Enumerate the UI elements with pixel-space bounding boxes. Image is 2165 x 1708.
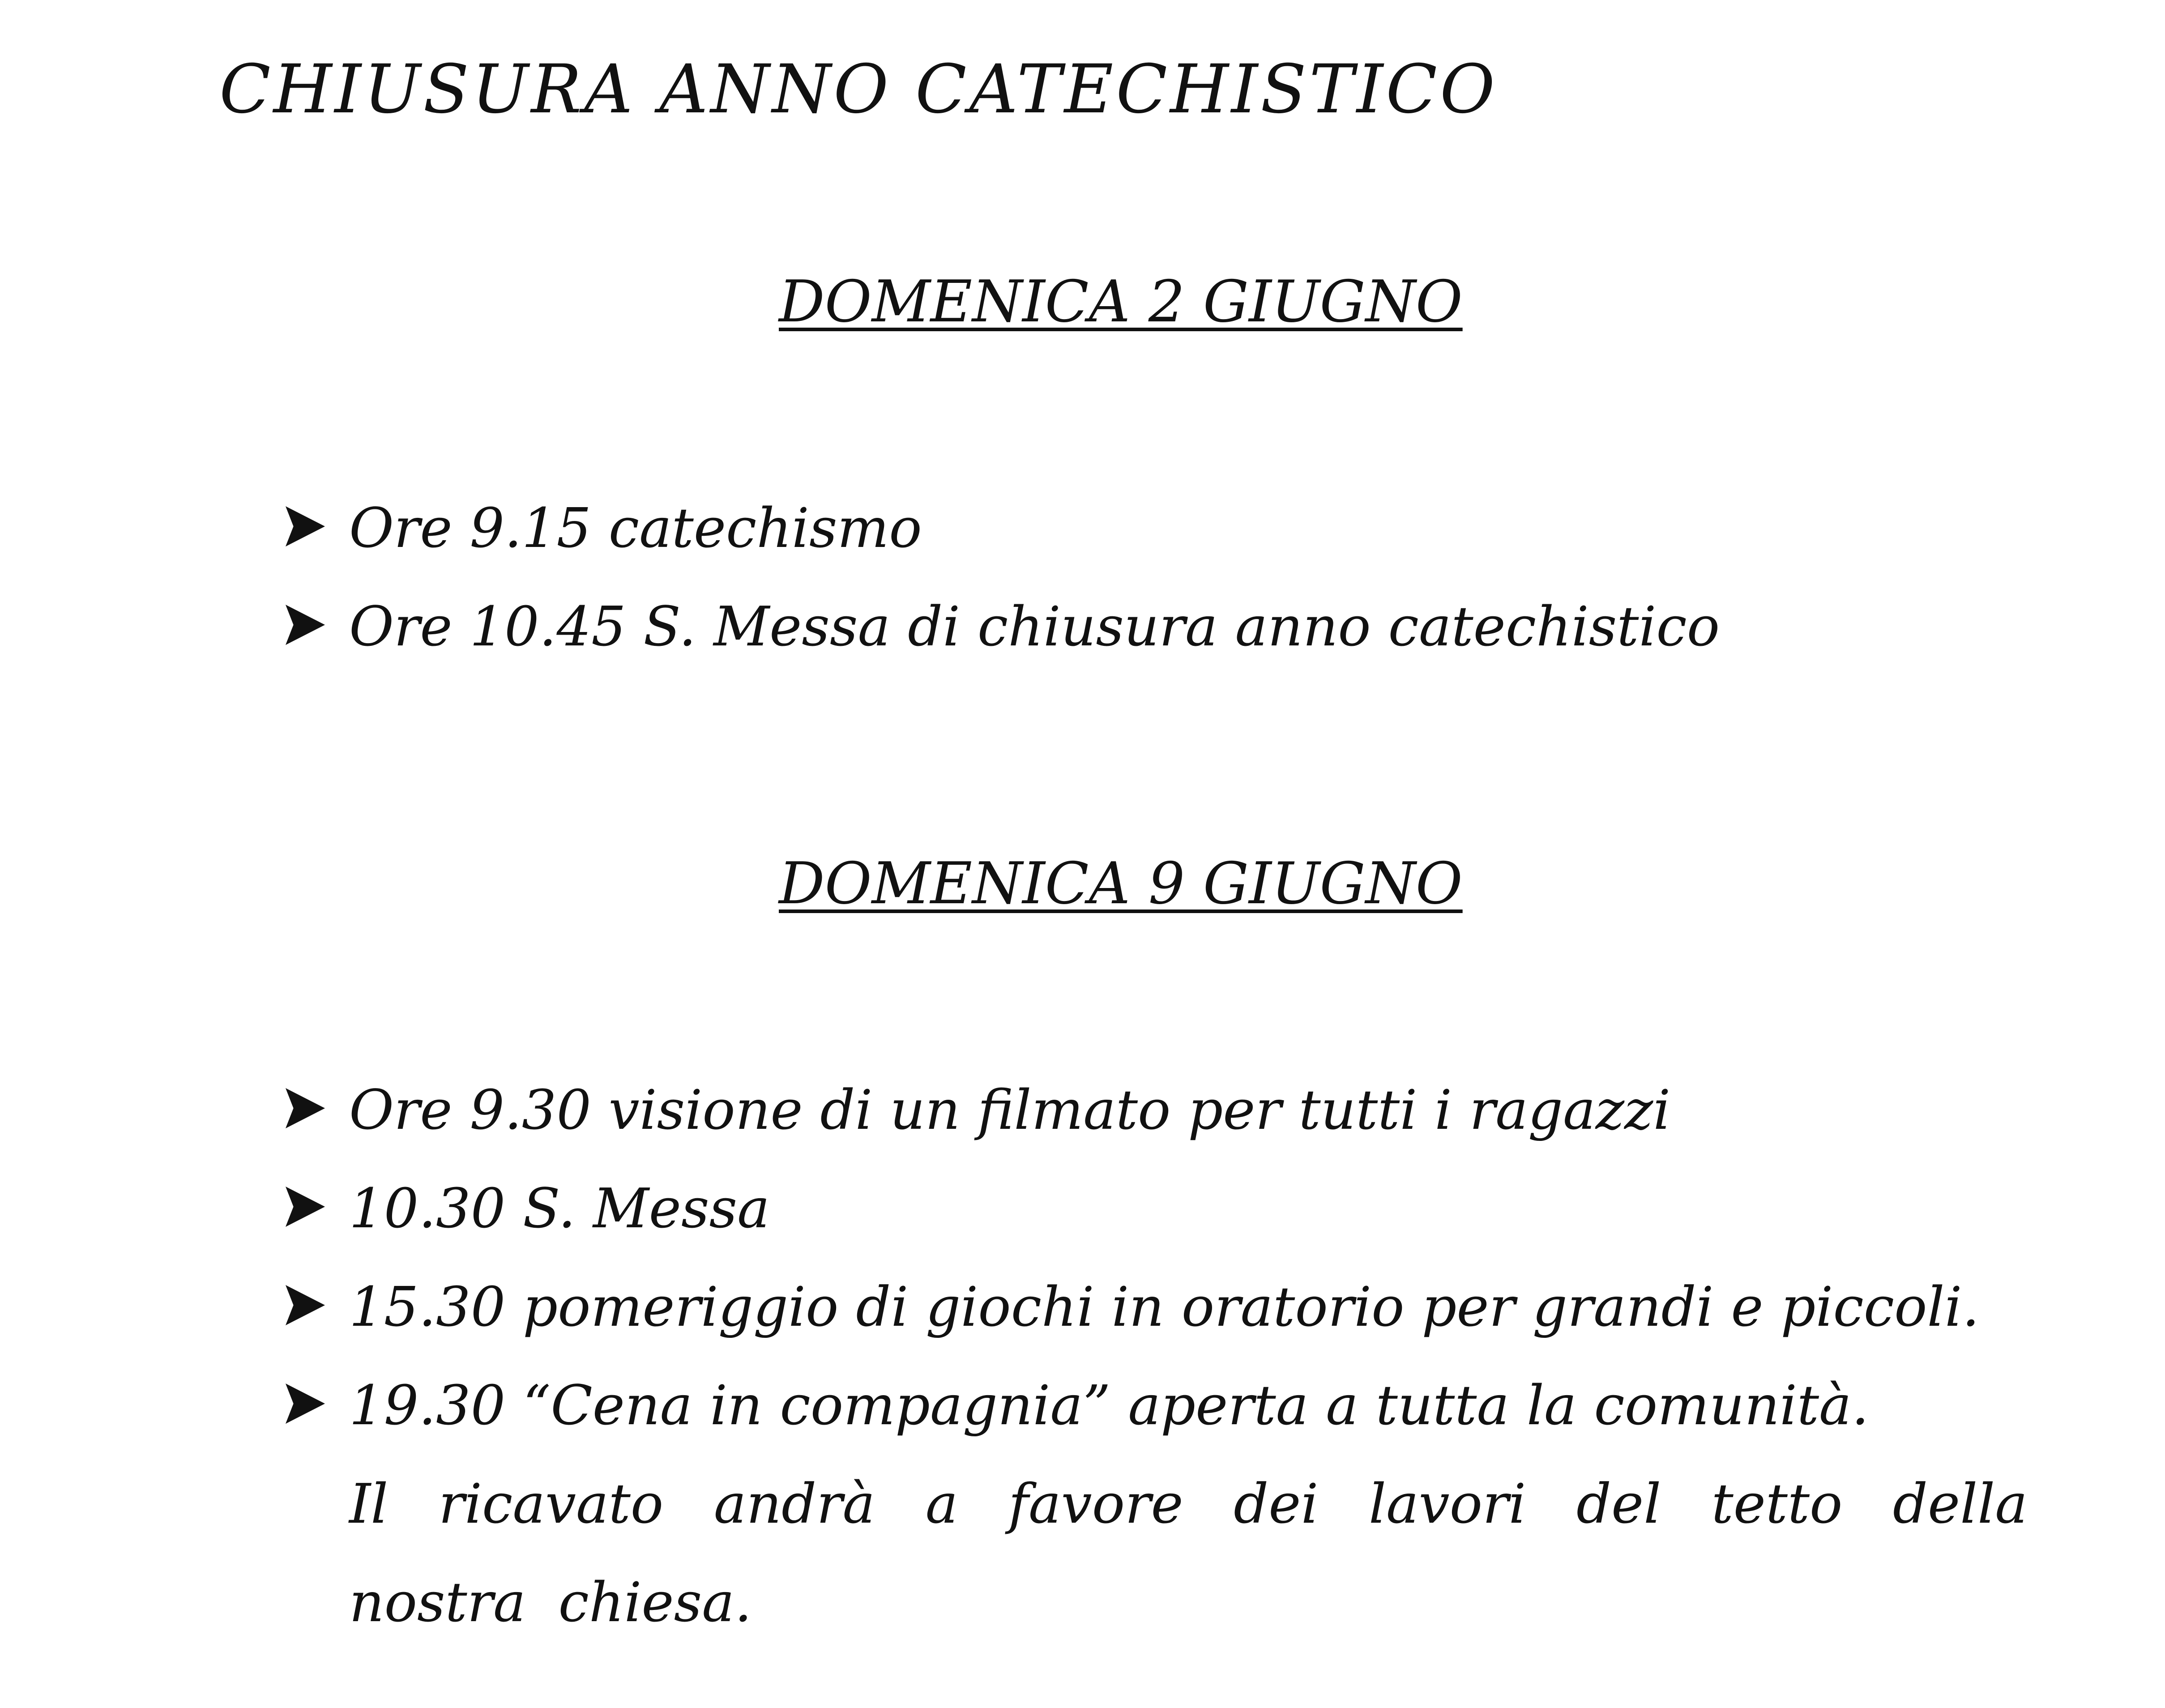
proceeds-note: Il ricavato andrà a favore dei lavori del tetto della nostra chiesa. xyxy=(349,1472,2028,1634)
schedule-item-text: 10.30 S. Messa xyxy=(349,1177,770,1240)
section-heading-june-2: DOMENICA 2 GIUGNO xyxy=(779,269,1463,335)
schedule-item-text: 19.30 “Cena in compagnia” aperta a tutta la comunità. xyxy=(349,1374,1869,1437)
arrowhead-bullet-icon xyxy=(282,504,327,549)
schedule-item-text: 15.30 pomeriggio di giochi in oratorio per grandi e piccoli. xyxy=(349,1275,1980,1339)
section-heading-june-9: DOMENICA 9 GIUGNO xyxy=(779,850,1463,917)
arrowhead-bullet-icon xyxy=(282,1184,327,1229)
list-item xyxy=(282,1061,2028,1159)
arrowhead-bullet-icon xyxy=(282,1283,327,1328)
list-item xyxy=(282,1159,2028,1258)
schedule-item-text: Ore 9.15 catechismo xyxy=(349,496,922,560)
list-item xyxy=(282,479,2028,577)
arrowhead-bullet-icon xyxy=(282,1086,327,1131)
list-item xyxy=(282,1258,2028,1356)
arrowhead-bullet-icon xyxy=(282,602,327,647)
schedule-item-text: Ore 10.45 S. Messa di chiusura anno catechistico xyxy=(349,595,1720,658)
schedule-list-june-9 xyxy=(282,1061,2028,1652)
document-title: CHIUSURA ANNO CATECHISTICO xyxy=(219,51,1498,128)
arrowhead-bullet-icon xyxy=(282,1381,327,1426)
list-item xyxy=(282,577,2028,676)
schedule-list-june-2 xyxy=(282,479,2028,676)
list-item xyxy=(282,1356,2028,1652)
schedule-item-text: Ore 9.30 visione di un filmato per tutti i ragazzi xyxy=(349,1078,1671,1142)
